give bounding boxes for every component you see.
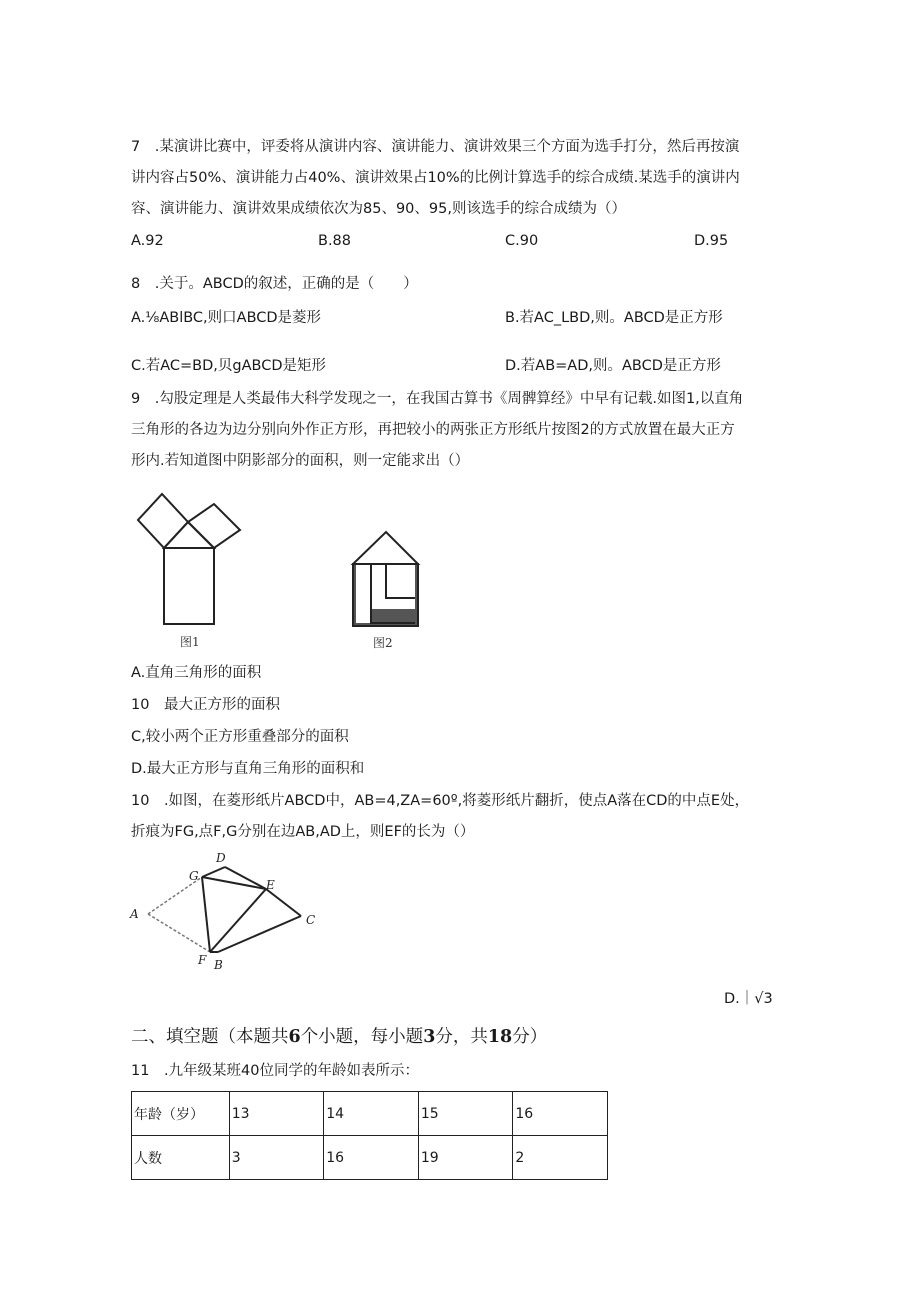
q9-option-b: 10 最大正方形的面积 xyxy=(131,697,280,713)
q7-option-b: B.88 xyxy=(318,233,352,249)
fig2-caption: 图2 xyxy=(373,636,393,650)
q7-line-3: 容、演讲能力、演讲效果成绩依次为85、90、95,则该选手的综合成绩为（） xyxy=(131,201,626,217)
label-e: E xyxy=(266,878,275,892)
q8-option-a: A.⅛ABlBC,则口ABCD是菱形 xyxy=(131,310,322,326)
table-row xyxy=(132,1136,608,1180)
label-a: A xyxy=(130,907,139,921)
large-square xyxy=(164,548,214,624)
q9-line-3: 形内.若知道图中阴影部分的面积，则一定能求出（） xyxy=(131,453,470,469)
small-square-left xyxy=(138,494,188,548)
q9-option-a: A.直角三角形的面积 xyxy=(131,665,262,681)
table-cell: 16 xyxy=(324,1136,419,1180)
fig1-caption: 图1 xyxy=(180,635,200,649)
section-2-title: 二、填空题（本题共6个小题，每小题3分，共18分） xyxy=(131,1027,548,1047)
q11-stem: 11 .九年级某班40位同学的年龄如表所示： xyxy=(131,1063,420,1079)
table-cell: 14 xyxy=(324,1092,419,1136)
q9-option-c: C,较小两个正方形重叠部分的面积 xyxy=(131,729,349,745)
crease-fg xyxy=(202,877,210,952)
q9-figure-2 xyxy=(346,512,432,654)
q10-line-2: 折痕为FG,点F,G分别在边AB,AD上，则EF的长为（） xyxy=(131,824,475,840)
label-d: D xyxy=(216,851,226,865)
q8-option-b: B.若AC_LBD,则。ABCD是正方形 xyxy=(505,310,723,326)
q7-option-d: D.95 xyxy=(694,233,729,249)
table-cell: 19 xyxy=(418,1136,513,1180)
q9-line-2: 三角形的各边为边分别向外作正方形，再把较小的两张正方形纸片按图2的方式放置在最大正方 xyxy=(131,422,735,438)
right-triangle xyxy=(164,522,214,548)
label-f: F xyxy=(198,953,207,967)
q8-option-c: C.若AC=BD,贝gABCD是矩形 xyxy=(131,358,326,374)
q10-option-d: D.｜√3 xyxy=(724,991,773,1007)
table-row xyxy=(132,1092,608,1136)
table-cell: 13 xyxy=(229,1092,324,1136)
label-g: G xyxy=(189,869,199,883)
label-c: C xyxy=(306,913,316,927)
triangle-top xyxy=(353,532,418,564)
table-cell: 2 xyxy=(513,1136,608,1180)
q7-line-1: 7 .某演讲比赛中，评委将从演讲内容、演讲能力、演讲效果三个方面为选手打分，然后再按演 xyxy=(131,139,740,155)
q7-line-2: 讲内容占50%、演讲能力占40%、演讲效果占10%的比例计算选手的综合成绩.某选手的演讲内 xyxy=(131,170,740,186)
table-cell: 年龄（岁） xyxy=(132,1092,230,1136)
q10-line-1: 10 .如图，在菱形纸片ABCD中，AB=4,ZA=60º,将菱形纸片翻折，使点A落在CD的中点E处， xyxy=(131,793,750,809)
q8-stem: 8 .关于。ABCD的叙述，正确的是（ ） xyxy=(131,276,418,292)
q8-option-d: D.若AB=AD,则。ABCD是正方形 xyxy=(505,358,721,374)
q9-option-d: D.最大正方形与直角三角形的面积和 xyxy=(131,761,365,777)
table-cell: 3 xyxy=(229,1136,324,1180)
table-cell: 16 xyxy=(513,1092,608,1136)
q10-rhombus-figure xyxy=(126,848,322,972)
q9-figure-1 xyxy=(128,488,262,654)
table-cell: 15 xyxy=(418,1092,513,1136)
age-table xyxy=(131,1091,608,1180)
q7-option-a: A.92 xyxy=(131,233,164,249)
label-b: B xyxy=(214,958,223,972)
q7-option-c: C.90 xyxy=(505,233,539,249)
table-cell: 人数 xyxy=(132,1136,230,1180)
small-square-right xyxy=(188,504,240,548)
q9-line-1: 9 .勾股定理是人类最伟大科学发现之一，在我国古算书《周髀算经》中早有记载.如图1,以直角 xyxy=(131,391,744,407)
